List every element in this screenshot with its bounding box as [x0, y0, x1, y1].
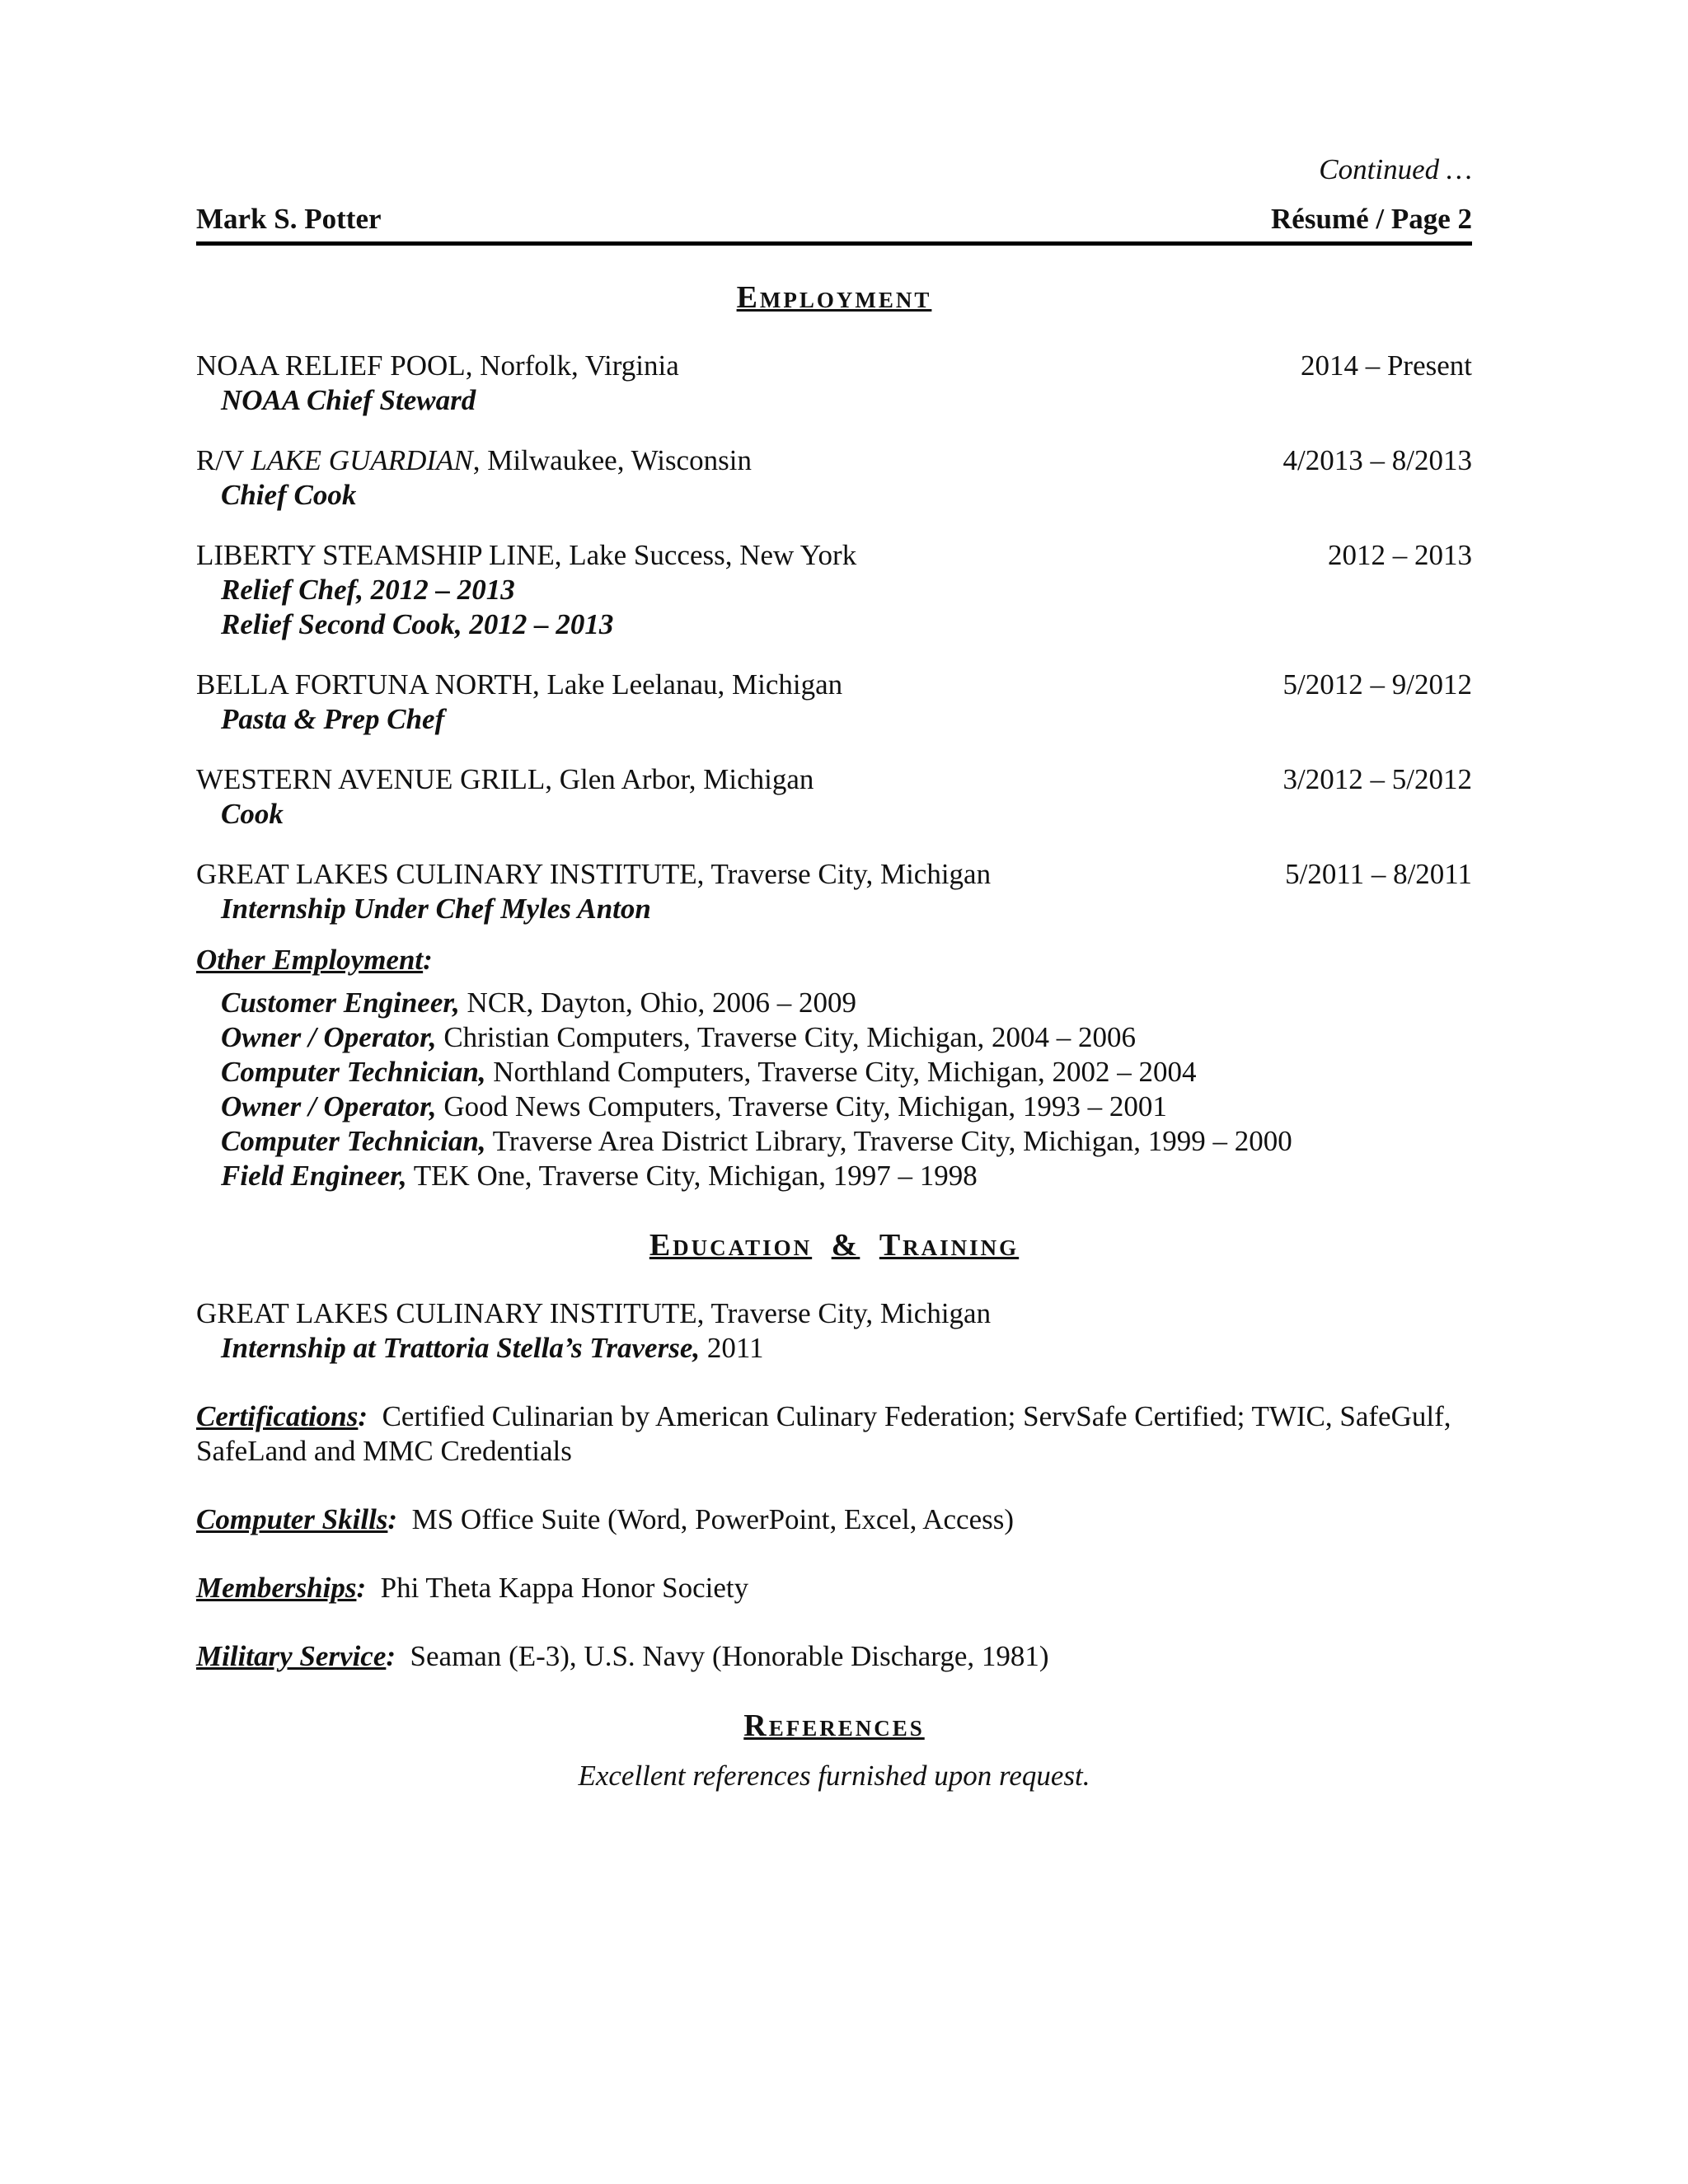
job-role: Pasta & Prep Chef: [221, 703, 445, 735]
school-name: GREAT LAKES CULINARY INSTITUTE, Traverse City, Michigan: [196, 1297, 992, 1329]
job-entry: BELLA FORTUNA NORTH, Lake Leelanau, Michigan 5/2012 – 9/2012 Pasta & Prep Chef: [196, 668, 1472, 735]
job-dates: 3/2012 – 5/2012: [1282, 763, 1472, 795]
computer-skills: Computer Skills: MS Office Suite (Word, PowerPoint, Excel, Access): [196, 1503, 1015, 1535]
other-job: Field Engineer, TEK One, Traverse City, Michigan, 1997 – 1998: [221, 1160, 978, 1192]
other-employment: Other Employment: Customer Engineer, NCR, Dayton, Ohio, 2006 – 2009 Owner / Operator, Christian Computers, Traverse City, Michigan, 2004 – 2006 Computer Technician, Northland Computers, Traverse City, Michigan, 2002 – 2004 Owner / Operator, Good News Computers, Traverse City, Michigan, 1993 – 2001 Computer Technician, Traverse Area District Library, Traverse City, Michigan, 1999 – 2000 Field Engineer, TEK One, Traverse City, Michigan, 1997 – 1998: [196, 943, 1472, 1193]
other-job: Computer Technician, Traverse Area District Library, Traverse City, Michigan, 1999 – 2000: [221, 1125, 1292, 1157]
job-dates: 5/2011 – 8/2011: [1285, 858, 1472, 890]
job-role: Relief Second Cook, 2012 – 2013: [221, 608, 614, 640]
job-entry: GREAT LAKES CULINARY INSTITUTE, Traverse City, Michigan 5/2011 – 8/2011 Internship Under Chef Myles Anton: [196, 858, 1472, 925]
references-text: Excellent references furnished upon request.: [578, 1760, 1090, 1792]
other-job: Computer Technician, Northland Computers, Traverse City, Michigan, 2002 – 2004: [221, 1056, 1197, 1088]
other-job: Customer Engineer, NCR, Dayton, Ohio, 2006 – 2009: [221, 987, 857, 1019]
memberships: Memberships: Phi Theta Kappa Honor Society: [196, 1572, 749, 1604]
education-entry: GREAT LAKES CULINARY INSTITUTE, Traverse City, Michigan Internship at Trattoria Stella’s Traverse, 2011: [196, 1296, 1472, 1366]
job-entry: LIBERTY STEAMSHIP LINE, Lake Success, New York 2012 – 2013 Relief Chef, 2012 – 2013 Relief Second Cook, 2012 – 2013: [196, 539, 1472, 640]
page-label: Résumé / Page 2: [1271, 203, 1472, 235]
job-role: Internship Under Chef Myles Anton: [221, 893, 651, 925]
job-dates: 2012 – 2013: [1328, 539, 1472, 571]
job-dates: 4/2013 – 8/2013: [1282, 444, 1472, 476]
job-role: Chief Cook: [221, 479, 357, 511]
job-entry: NOAA RELIEF POOL, Norfolk, Virginia 2014 – Present NOAA Chief Steward: [196, 349, 1472, 416]
job-role: Relief Chef, 2012 – 2013: [221, 574, 515, 606]
job-role: Cook: [221, 798, 284, 830]
job-dates: 5/2012 – 9/2012: [1282, 668, 1472, 701]
job-entry: R/V LAKE GUARDIAN, Milwaukee, Wisconsin 4/2013 – 8/2013 Chief Cook: [196, 444, 1472, 511]
continued-note: Continued …: [1319, 153, 1472, 185]
resume-page: [196, 152, 1472, 1793]
job-entry: WESTERN AVENUE GRILL, Glen Arbor, Michigan 3/2012 – 5/2012 Cook: [196, 763, 1472, 830]
education-heading: Education & Training: [649, 1228, 1020, 1263]
military-service: Military Service: Seaman (E-3), U.S. Navy (Honorable Discharge, 1981): [196, 1640, 1049, 1672]
job-dates: 2014 – Present: [1300, 349, 1472, 382]
job-role: NOAA Chief Steward: [221, 384, 476, 416]
other-job: Owner / Operator, Good News Computers, Traverse City, Michigan, 1993 – 2001: [221, 1090, 1167, 1122]
other-job: Owner / Operator, Christian Computers, Traverse City, Michigan, 2004 – 2006: [221, 1021, 1136, 1053]
other-employment-label: Other Employment: [196, 944, 424, 976]
certifications: Certifications: Certified Culinarian by American Culinary Federation; ServSafe Certified; TWIC, SafeGulf, SafeLand and MMC Credentials: [196, 1400, 1451, 1467]
employment-heading: Employment: [736, 280, 932, 315]
references-heading: References: [743, 1708, 925, 1743]
candidate-name: Mark S. Potter: [196, 203, 382, 235]
page-header: [196, 202, 1472, 246]
